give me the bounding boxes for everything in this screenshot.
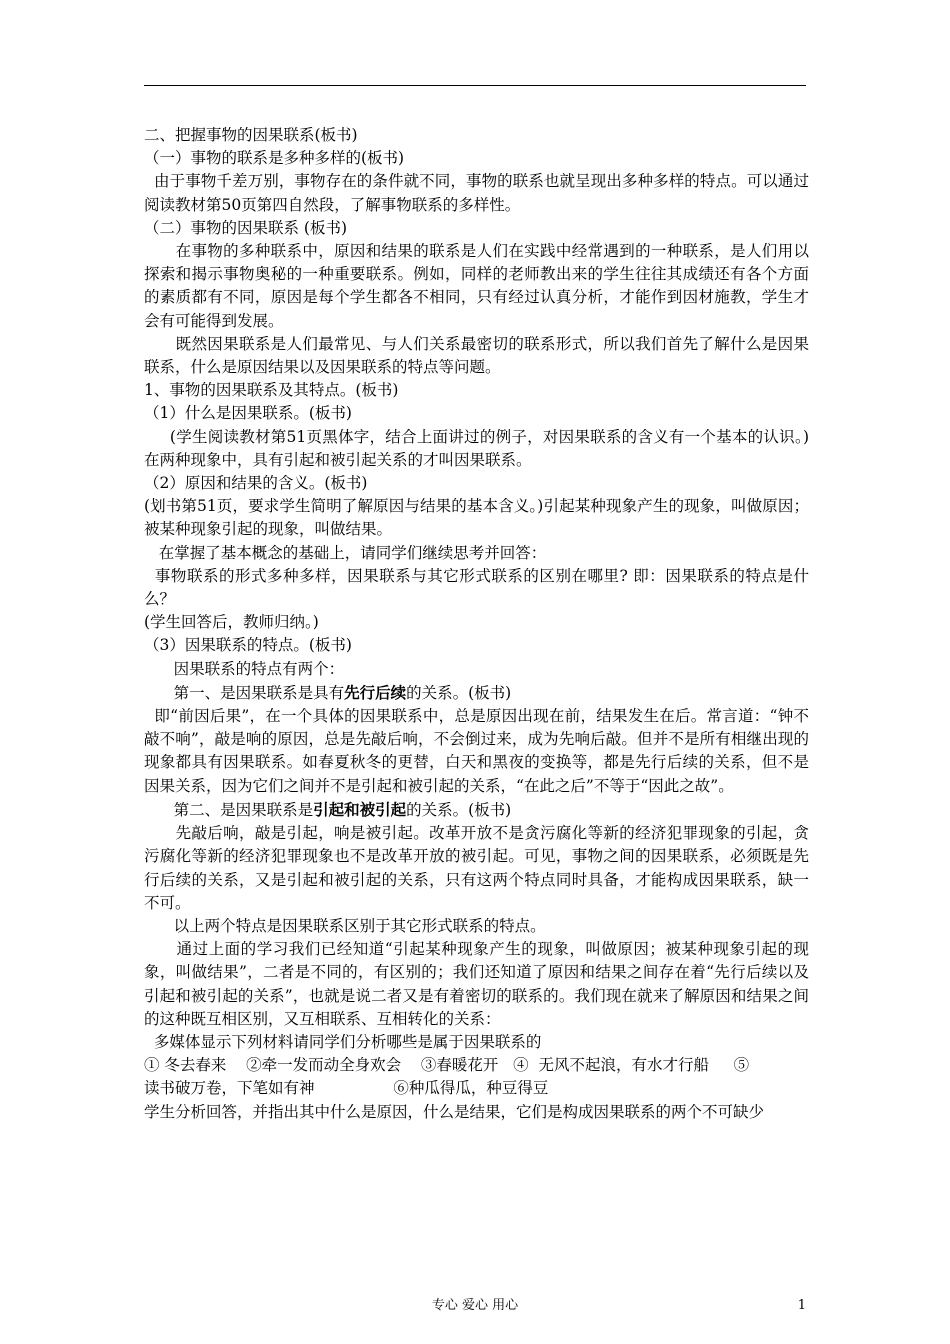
bold-term: 先行后续 — [344, 682, 407, 702]
paragraph: 在掌握了基本概念的基础上，请同学们继续思考并回答： — [144, 543, 547, 562]
subheading: （2）原因和结果的含义。(板书) — [144, 474, 368, 493]
header-rule — [144, 85, 806, 86]
paragraph: (学生阅读教材第51页黑体字，结合上面讲过的例子，对因果联系的含义有一个基本的认识。) 在两种现象中，具有引起和被引起关系的才叫因果联系。 — [144, 427, 814, 469]
footer-motto: 专心 爱心 用心 — [431, 1298, 519, 1313]
bold-term: 引起和被引起 — [313, 799, 407, 819]
paragraph: 即“前因后果”，在一个具体的因果联系中，总是原因出现在前，结果发生在后。常言道：“钟不敲不响”，敲是响的原因，总是先敲后响，不会倒过来，成为先响后敲。但并不是所有相继出现的现象都具有因果联系。如春夏秋冬的更替，白天和黑夜的变换等，都是先行后续的关系，但不是因果关系，因为它们之间并不是引起和被引起的关系，“在此之后”不等于“因此之故”。 — [144, 707, 809, 795]
paragraph: 在事物的多种联系中，原因和结果的联系是人们在实践中经常遇到的一种联系，是人们用以探索和揭示事物奥秘的一种重要联系。例如，同样的老师教出来的学生往往其成绩还有各个方面的素质都有不同，原因是每个学生都各不相同，只有经过认真分析，才能作到因材施教，学生才会有可能得到发展。 — [144, 242, 809, 330]
subheading: （1）什么是因果联系。(板书) — [144, 404, 352, 423]
paragraph: 多媒体显示下列材料请同学们分析哪些是属于因果联系的 — [144, 1032, 542, 1051]
list-line: 读书破万卷，下笔如有神 ⑥种瓜得瓜，种豆得豆 — [144, 1079, 549, 1098]
text-run: 第一、是因果联系是具有 — [144, 683, 345, 702]
paragraph: 由于事物千差万别，事物存在的条件就不同，事物的联系也就呈现出多种多样的特点。可以通过阅读教材第50页第四自然段，了解事物联系的多样性。 — [144, 172, 809, 214]
paragraph: (学生回答后，教师归纳。) — [144, 613, 319, 632]
paragraph: 事物联系的形式多种多样，因果联系与其它形式联系的区别在哪里? 即：因果联系的特点是什么？ — [144, 566, 809, 609]
paragraph-feature-one — [144, 681, 809, 705]
text-run: 的关系。(板书) — [406, 800, 512, 819]
document-body — [144, 124, 814, 1124]
subheading: （一）事物的联系是多种多样的(板书) — [144, 149, 405, 168]
paragraph-feature-two — [144, 798, 809, 822]
paragraph: 先敲后响，敲是引起，响是被引起。改革开放不是贪污腐化等新的经济犯罪现象的引起，贪污腐化等新的经济犯罪现象也不是改革开放的被引起。可见，事物之间的因果联系，必须既是先行后续的关系，又是引起和被引起的关系，只有这两个特点同时具备，才能构成因果联系，缺一不可。 — [144, 824, 809, 912]
paragraph: 通过上面的学习我们已经知道“引起某种现象产生的现象，叫做原因；被某种现象引起的现象，叫做结果”，二者是不同的，有区别的；我们还知道了原因和结果之间存在着“先行后续以及引起和被引起的关系”，也就是说二者又是有着密切的联系的。我们现在就来了解原因和结果之间的这种既互相区别，又互相联系、互相转化的关系： — [144, 940, 810, 1028]
paragraph: (划书第51页，要求学生简明了解原因与结果的基本含义。)引起某种现象产生的现象，叫做原因；被某种现象引起的现象，叫做结果。 — [144, 497, 809, 539]
page-number: 1 — [797, 1298, 806, 1313]
paragraph: 以上两个特点是因果联系区别于其它形式联系的特点。 — [144, 916, 546, 935]
list-line: ① 冬去春来 ②牵一发而动全身欢会 ③春暖花开 ④ 无风不起浪，有水才行船 ⑤ — [144, 1056, 750, 1075]
subheading: （3）因果联系的特点。(板书) — [144, 636, 352, 655]
subheading: 1、事物的因果联系及其特点。(板书) — [144, 381, 399, 400]
text-run: 第二、是因果联系是 — [144, 800, 314, 819]
section-heading: 二、把握事物的因果联系(板书) — [144, 126, 358, 144]
paragraph: 学生分析回答，并指出其中什么是原因，什么是结果，它们是构成因果联系的两个不可缺少 — [144, 1102, 765, 1121]
paragraph: 既然因果联系是人们最常见、与人们关系最密切的联系形式，所以我们首先了解什么是因果联系，什么是原因结果以及因果联系的特点等问题。 — [144, 334, 809, 377]
paragraph: 因果联系的特点有两个： — [144, 659, 345, 678]
text-run: 的关系。(板书) — [406, 683, 512, 702]
subheading: （二）事物的因果联系 (板书) — [144, 218, 348, 237]
